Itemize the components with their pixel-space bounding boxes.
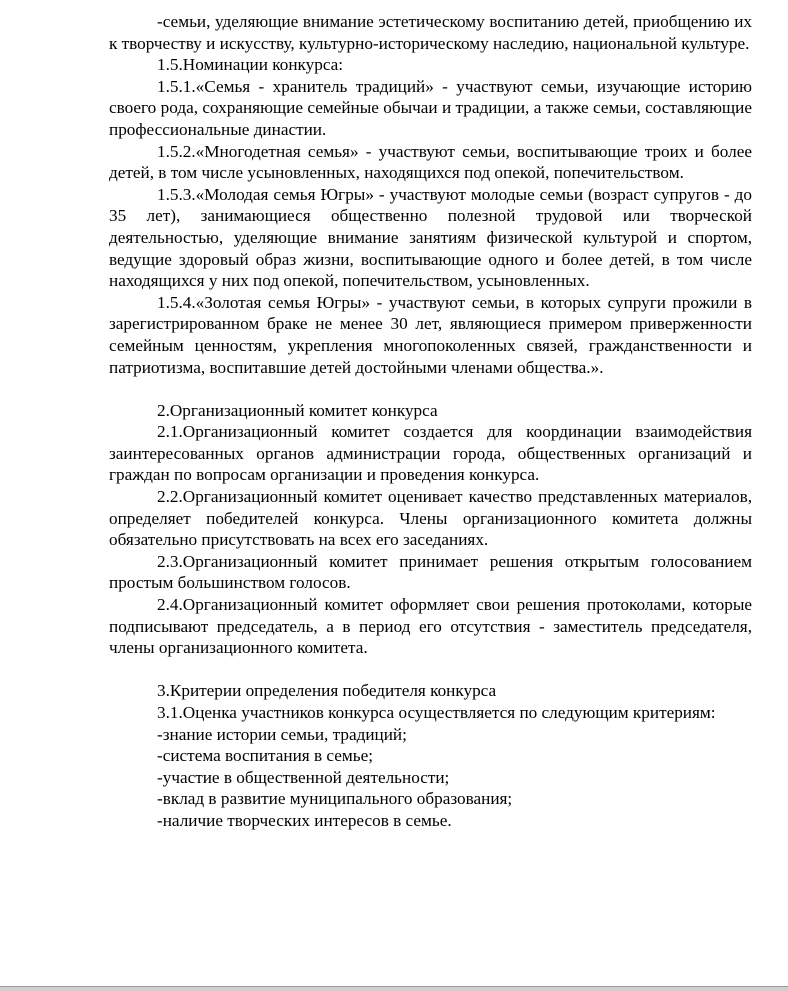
- section-heading-3: 3.Критерии определения победителя конкурса: [157, 681, 497, 701]
- paragraph-nomination-1-5-1: 1.5.1.«Семья - хранитель традиций» - участвуют семьи, изучающие историю своего рода, сохраняющие семейные обычаи и традиции, а также семьи, составляющие профессиональные династии.: [109, 76, 752, 139]
- criteria-item: -вклад в развитие муниципального образования;: [157, 789, 513, 809]
- paragraph-2-2: 2.2.Организационный комитет оценивает качество представленных материалов, определяет победителей конкурса. Члены организационного комитета должны обязательно присутствовать на всех его заседаниях.: [109, 487, 752, 550]
- paragraph-nomination-1-5-2: 1.5.2.«Многодетная семья» - участвуют семьи, воспитывающие троих и более детей, в том числе усыновленных, находящихся под опекой, попечительством.: [109, 141, 752, 183]
- paragraph-nominations-heading: 1.5.Номинации конкурса:: [157, 55, 344, 75]
- paragraph-families-aesthetic: -семьи, уделяющие внимание эстетическому воспитанию детей, приобщению их к творчеству и искусству, культурно-историческому наследию, национальной культуре.: [109, 12, 752, 53]
- paragraph-2-1: 2.1.Организационный комитет создается для координации взаимодействия заинтересованных органов администрации города, общественных организаций и граждан по вопросам организации и проведения конкурса.: [109, 422, 752, 485]
- paragraph-2-3: 2.3.Организационный комитет принимает решения открытым голосованием простым большинством голосов.: [109, 551, 752, 593]
- paragraph-2-4: 2.4.Организационный комитет оформляет свои решения протоколами, которые подписывают председатель, а в период его отсутствия - заместитель председателя, члены организационного комитета.: [109, 595, 752, 658]
- criteria-item: -система воспитания в семье;: [157, 746, 373, 766]
- criteria-item: -наличие творческих интересов в семье.: [157, 810, 452, 830]
- page-bottom-border: [0, 986, 788, 991]
- paragraph-3-1: 3.1.Оценка участников конкурса осуществляется по следующим критериям:: [157, 703, 716, 722]
- document-body: [109, 11, 752, 832]
- paragraph-nomination-1-5-4: 1.5.4.«Золотая семья Югры» - участвуют семьи, в которых супруги прожили в зарегистрированном браке не менее 30 лет, являющиеся примером приверженности семейным ценностям, укрепления многопоколенных связей, гражданственности и патриотизма, воспитавшие детей достойными членами общества.».: [109, 292, 752, 377]
- paragraph-nomination-1-5-3: 1.5.3.«Молодая семья Югры» - участвуют молодые семьи (возраст супругов - до 35 лет), занимающиеся общественно полезной трудовой или творческой деятельностью, уделяющие внимание занятиям физической культурой и спортом, ведущие здоровый образ жизни, воспитывающие одного и более детей, в том числе находящихся у них под опекой, попечительством, усыновленных.: [109, 184, 752, 291]
- criteria-item: -знание истории семьи, традиций;: [157, 724, 407, 744]
- criteria-item: -участие в общественной деятельности;: [157, 767, 450, 787]
- section-heading-2: 2.Организационный комитет конкурса: [157, 400, 438, 420]
